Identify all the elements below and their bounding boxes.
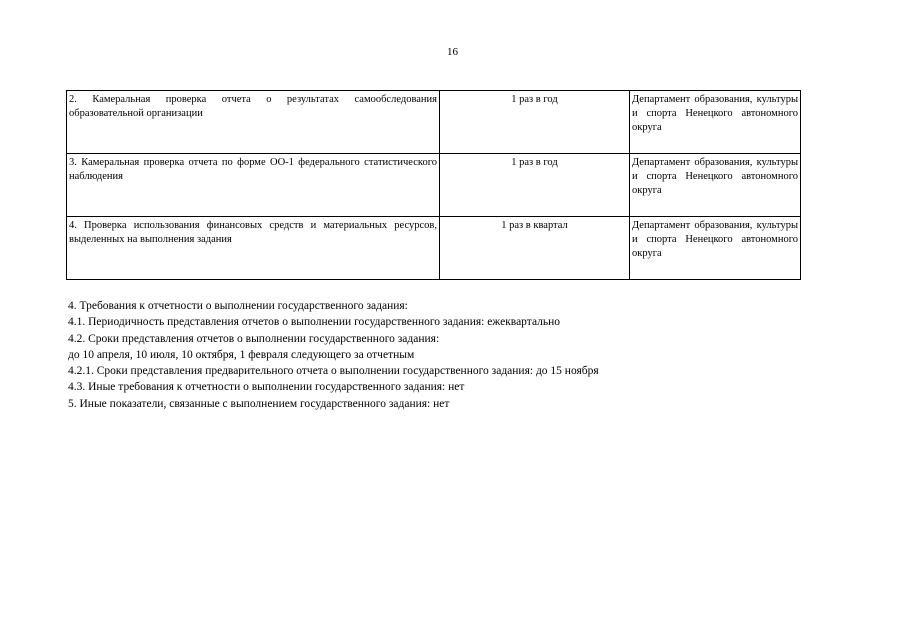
reporting-requirements	[68, 298, 828, 412]
control-form-cell: 3. Камеральная проверка отчета по форме ОО-1 федерального статистического наблюдения	[67, 154, 440, 217]
requirement-line: 4.1. Периодичность представления отчетов о выполнении государственного задания: ежеквартально	[68, 316, 561, 329]
control-table	[66, 90, 801, 280]
requirement-line: 4.2.1. Сроки представления предварительного отчета о выполнении государственного задания: до 15 ноября	[68, 365, 599, 378]
requirement-line: 4.2. Сроки представления отчетов о выполнении государственного задания:	[68, 332, 440, 345]
requirement-line: 4.3. Иные требования к отчетности о выполнении государственного задания: нет	[68, 381, 465, 394]
frequency-cell: 1 раз в год	[440, 154, 630, 217]
control-form-cell: 2. Камеральная проверка отчета о результатах самообследования образовательной организации	[67, 91, 440, 154]
table-row	[67, 217, 801, 280]
requirement-line: до 10 апреля, 10 июля, 10 октября, 1 февраля следующего за отчетным	[68, 348, 415, 361]
frequency-cell: 1 раз в квартал	[440, 217, 630, 280]
authority-cell: Департамент образования, культуры и спорта Ненецкого автономного округа	[630, 154, 801, 217]
authority-cell: Департамент образования, культуры и спорта Ненецкого автономного округа	[630, 217, 801, 280]
requirement-line: 4. Требования к отчетности о выполнении государственного задания:	[68, 300, 408, 312]
authority-cell: Департамент образования, культуры и спорта Ненецкого автономного округа	[630, 91, 801, 154]
requirement-line: 5. Иные показатели, связанные с выполнением государственного задания: нет	[68, 397, 450, 410]
table-row	[67, 91, 801, 154]
control-form-cell: 4. Проверка использования финансовых средств и материальных ресурсов, выделенных на выполнения задания	[67, 217, 440, 280]
page-number: 16	[447, 46, 458, 58]
frequency-cell: 1 раз в год	[440, 91, 630, 154]
table-row	[67, 154, 801, 217]
